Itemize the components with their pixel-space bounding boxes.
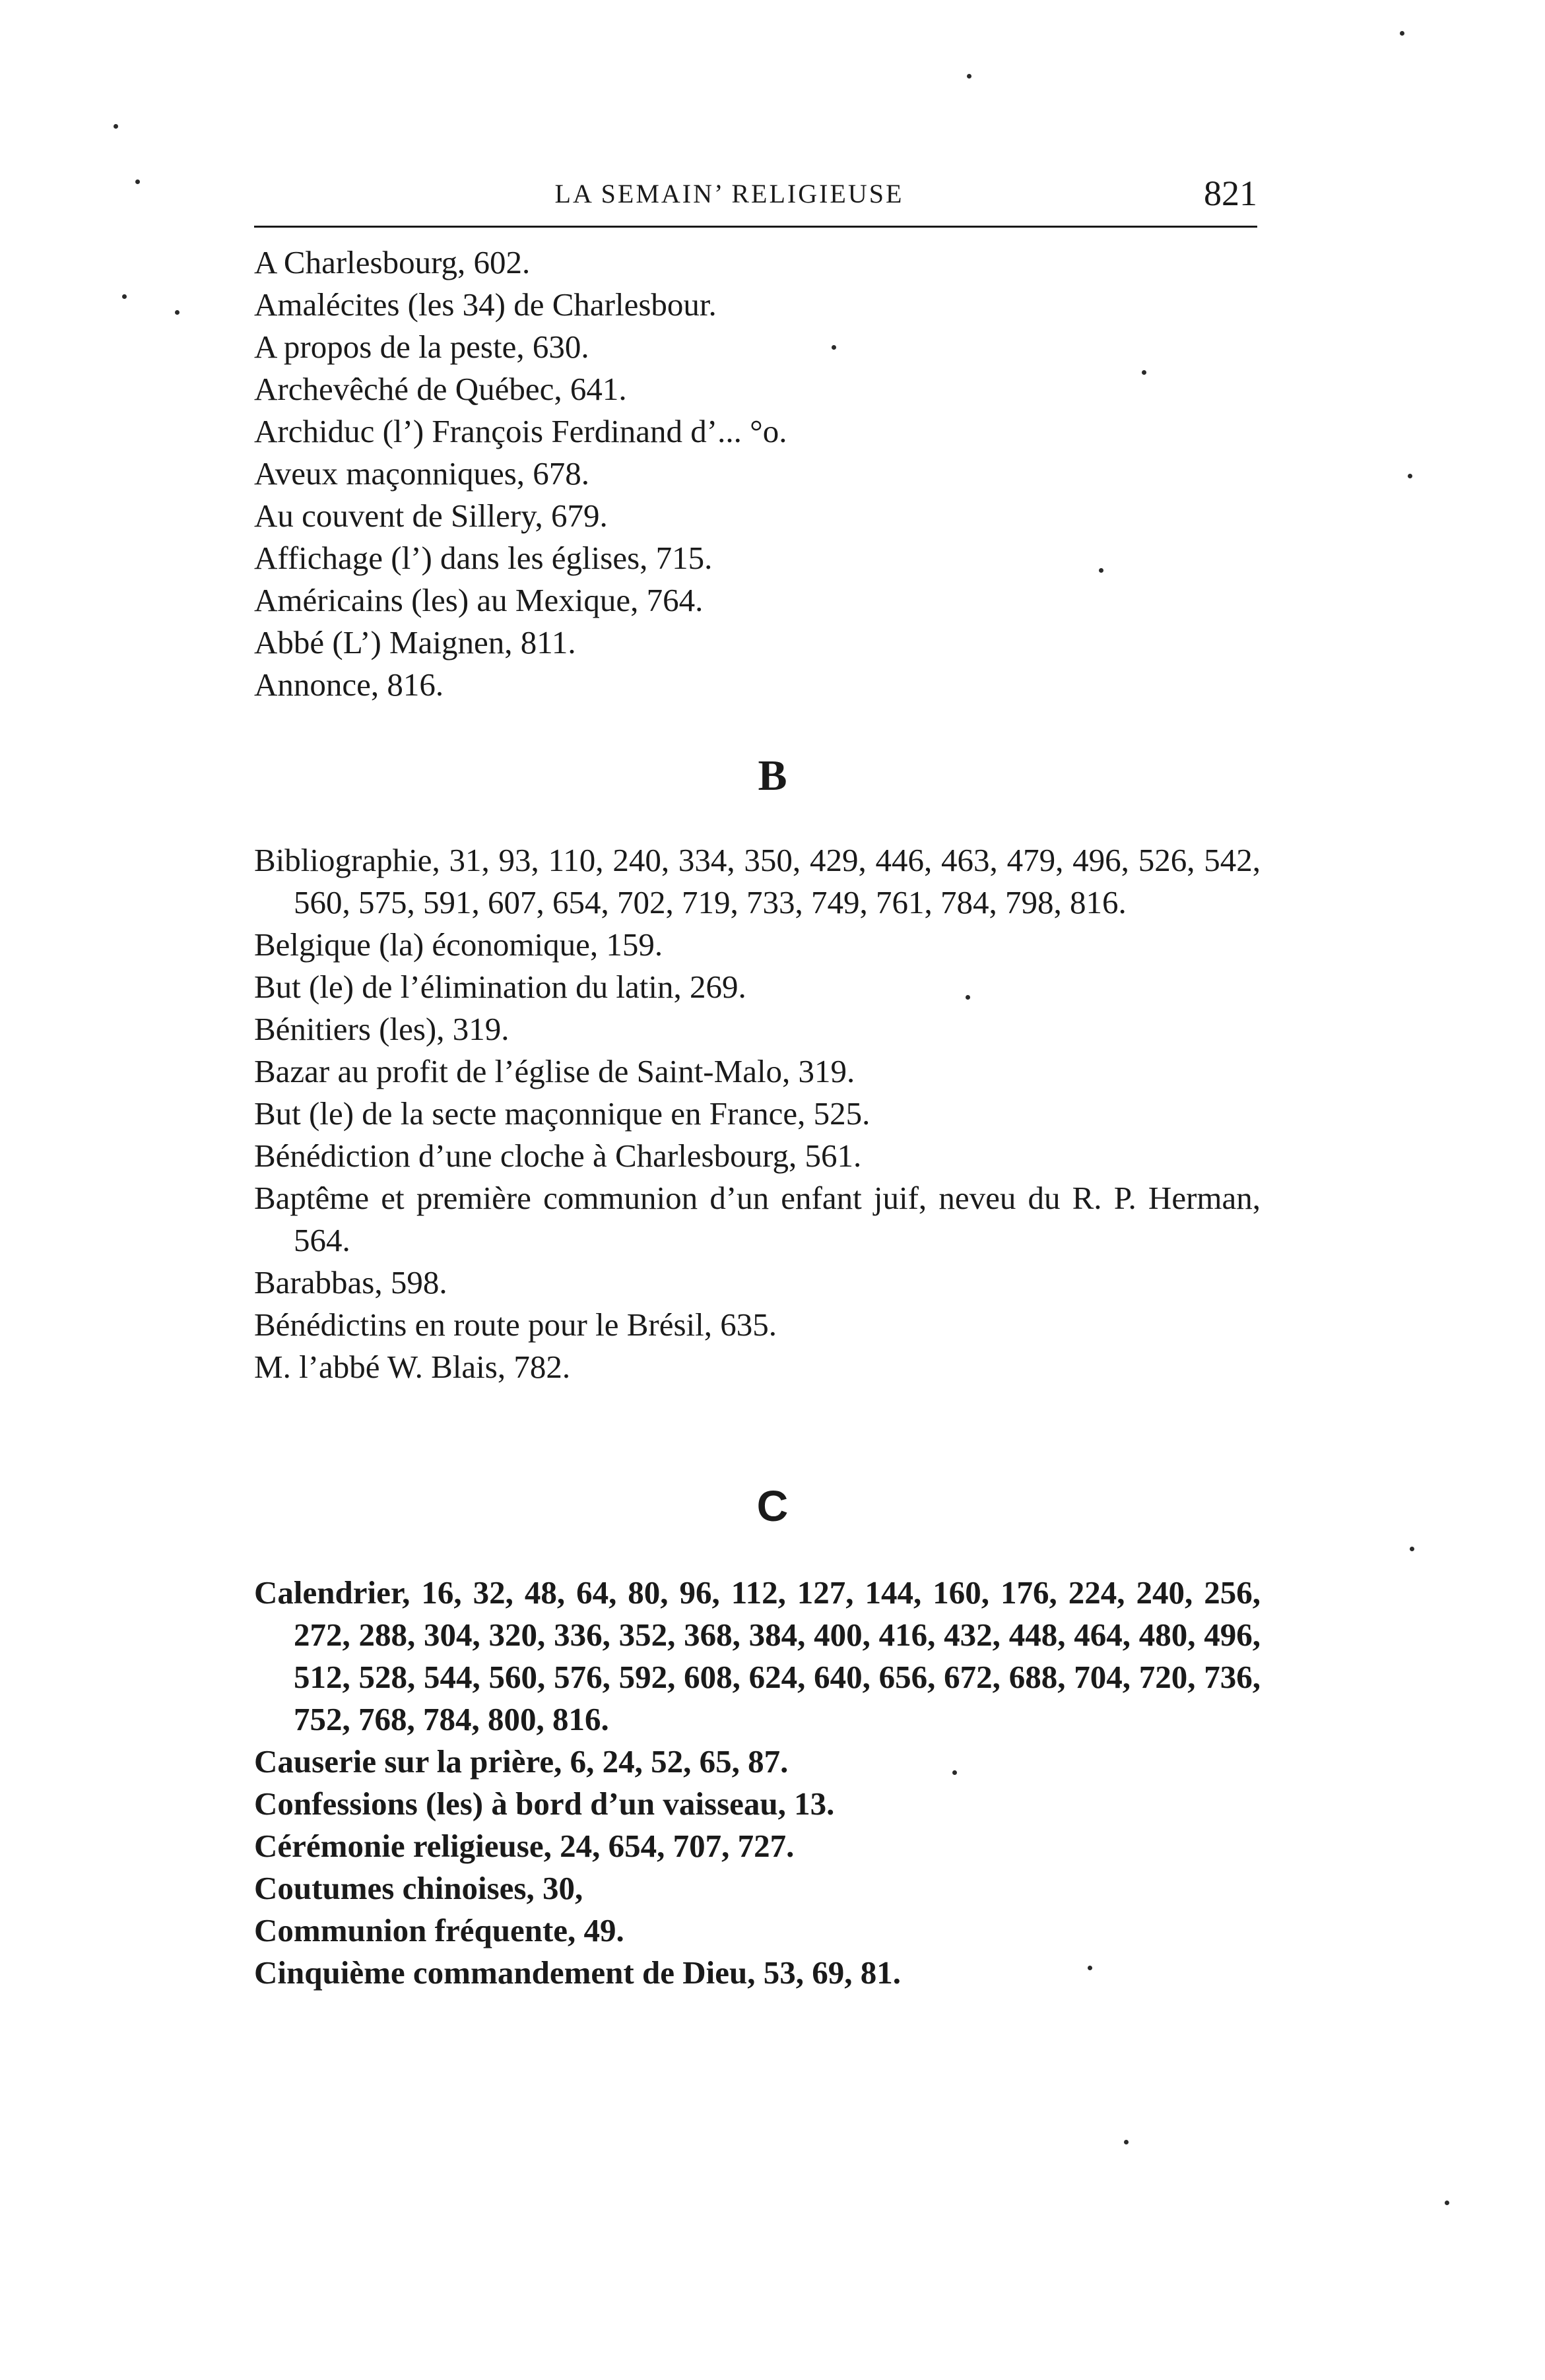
index-entry: Affichage (l’) dans les églises, 715. xyxy=(254,540,713,576)
index-entry: A Charlesbourg, 602. xyxy=(254,244,531,280)
scan-speck xyxy=(1124,2140,1129,2144)
index-entry: Annonce, 816. xyxy=(254,666,444,703)
index-entry: Bibliographie, 31, 93, 110, 240, 334, 350, 429, 446, 463, 479, 496, 526, 542, 560, 575, 591, 607, 654, 702, 719, 733, 749, 761, 784, 798, 816. xyxy=(254,842,1261,920)
index-entry: Confessions (les) à bord d’un vaisseau, 13. xyxy=(254,1785,835,1822)
scan-speck xyxy=(832,345,836,350)
page-number: 821 xyxy=(1204,174,1257,213)
index-entry: But (le) de l’élimination du latin, 269. xyxy=(254,969,746,1005)
index-entry: Cinquième commandement de Dieu, 53, 69, 81. xyxy=(254,1954,901,1991)
scan-speck xyxy=(1142,370,1146,375)
scan-speck xyxy=(1088,1966,1092,1970)
index-entry: Coutumes chinoises, 30, xyxy=(254,1870,583,1906)
index-entry: Abbé (L’) Maignen, 811. xyxy=(254,624,576,660)
index-entry: Baptême et première communion d’un enfant juif, neveu du R. P. Herman, 564. xyxy=(254,1180,1261,1258)
index-entry: Bénitiers (les), 319. xyxy=(254,1011,510,1047)
index-entry: Archevêché de Québec, 641. xyxy=(254,371,627,407)
section-c-entries xyxy=(254,1572,1261,1994)
index-entry: Archiduc (l’) François Ferdinand d’... °o. xyxy=(254,413,787,449)
scan-speck xyxy=(114,124,118,129)
index-entry: Calendrier, 16, 32, 48, 64, 80, 96, 112, 127, 144, 160, 176, 224, 240, 256, 272, 288, 304, 320, 336, 352, 368, 384, 400, 416, 432, 448, 464, 480, 496, 512, 528, 544, 560, 576, 592, 608, 624, 640, 656, 672, 688, 704, 720, 736, 752, 768, 784, 800, 816. xyxy=(254,1574,1261,1737)
index-entry: A propos de la peste, 630. xyxy=(254,329,589,365)
index-entry: Américains (les) au Mexique, 764. xyxy=(254,582,704,618)
index-entry: But (le) de la secte maçonnique en France, 525. xyxy=(254,1095,871,1132)
scan-speck xyxy=(1408,474,1412,478)
index-entry: Bénédiction d’une cloche à Charlesbourg, 561. xyxy=(254,1138,862,1174)
scan-speck xyxy=(966,995,970,1000)
scan-speck xyxy=(1410,1547,1414,1551)
index-entry: Belgique (la) économique, 159. xyxy=(254,926,663,963)
index-entry: Bazar au profit de l’église de Saint-Malo, 319. xyxy=(254,1053,855,1089)
scan-speck xyxy=(1400,31,1404,36)
index-entry: Bénédictins en route pour le Brésil, 635. xyxy=(254,1306,777,1343)
running-title: LA SEMAIN’ RELIGIEUSE xyxy=(554,179,904,209)
section-letter-b: B xyxy=(758,752,787,800)
scan-speck xyxy=(967,74,971,79)
index-entry: Au couvent de Sillery, 679. xyxy=(254,498,608,534)
index-entry: Barabbas, 598. xyxy=(254,1264,447,1301)
index-entry: Amalécites (les 34) de Charlesbour. xyxy=(254,286,717,323)
section-letter-c: C xyxy=(756,1481,789,1530)
index-entry: M. l’abbé W. Blais, 782. xyxy=(254,1349,571,1385)
scan-speck xyxy=(135,179,140,184)
scan-speck xyxy=(1099,568,1103,573)
section-a-entries xyxy=(254,241,1261,706)
header-rule xyxy=(254,226,1257,228)
index-entry: Cérémonie religieuse, 24, 654, 707, 727. xyxy=(254,1828,795,1864)
running-head xyxy=(254,173,1257,212)
scan-speck xyxy=(952,1770,957,1775)
scan-speck xyxy=(122,294,127,299)
scan-speck xyxy=(1445,2201,1449,2205)
index-entry: Communion fréquente, 49. xyxy=(254,1912,624,1948)
section-b-entries xyxy=(254,839,1261,1388)
scan-speck xyxy=(175,310,180,315)
index-entry: Aveux maçonniques, 678. xyxy=(254,455,590,492)
index-entry: Causerie sur la prière, 6, 24, 52, 65, 87. xyxy=(254,1743,789,1780)
